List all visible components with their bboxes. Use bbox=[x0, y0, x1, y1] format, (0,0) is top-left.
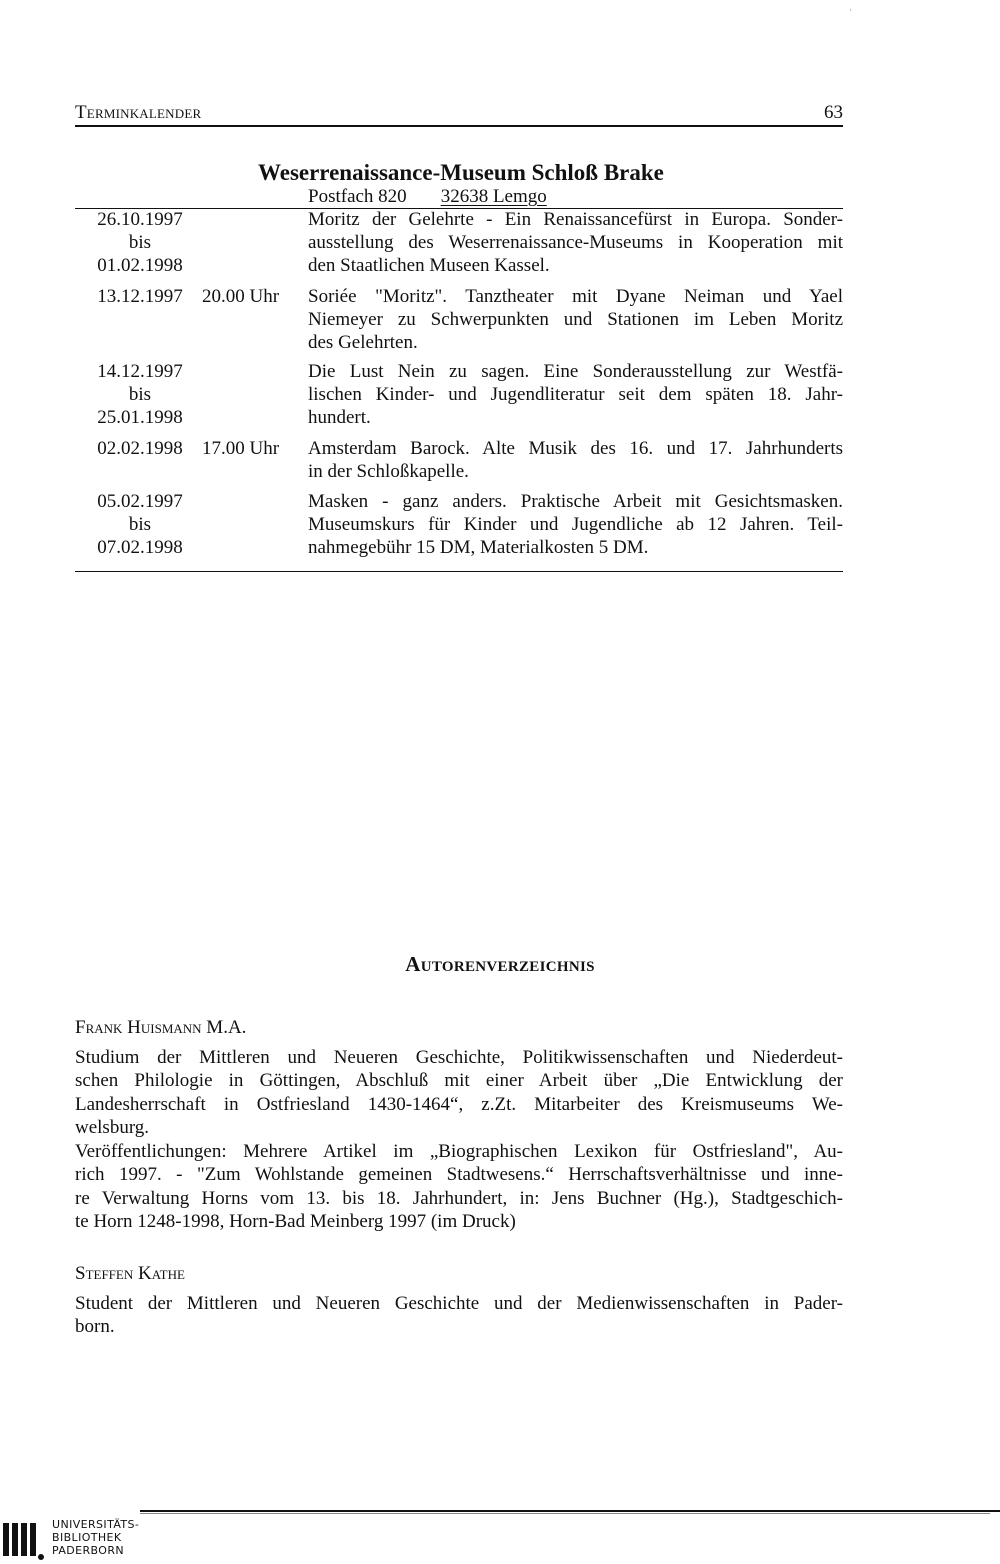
event-date-line: bis bbox=[128, 384, 152, 405]
event-date bbox=[75, 490, 205, 559]
scan-mark: · bbox=[849, 5, 852, 15]
author-entry bbox=[75, 1016, 843, 1234]
author-bio-line: Landesherrschaft in Ostfriesland 1430-1464“, z.Zt. Mitarbeiter des Kreismuseums We- bbox=[75, 1093, 843, 1115]
event-description bbox=[308, 360, 843, 429]
event-date bbox=[75, 360, 205, 429]
author-bio-line: re Verwaltung Horns vom 13. bis 18. Jahrhundert, in: Jens Buchner (Hg.), Stadtgeschich- bbox=[75, 1187, 843, 1209]
event-date-line: 01.02.1998 bbox=[97, 255, 183, 276]
library-logo-bars-icon bbox=[3, 1523, 39, 1556]
event-date-line: 02.02.1998 bbox=[97, 438, 183, 459]
event-date-line: 25.01.1998 bbox=[97, 407, 183, 428]
author-bio-line: rich 1997. - "Zum Wohlstande gemeinen Stadtwesens.“ Herrschaftsverhältnisse und inne- bbox=[75, 1164, 843, 1185]
footer-rule bbox=[140, 1510, 1000, 1512]
museum-plz-ort: 32638 Lemgo bbox=[440, 186, 547, 207]
museum-address bbox=[308, 186, 547, 208]
running-header bbox=[75, 102, 843, 124]
library-logo-line: UNIVERSITÄTS- bbox=[52, 1518, 140, 1531]
event-date-line: 13.12.1997 bbox=[97, 286, 183, 307]
event-date-line: bis bbox=[128, 514, 152, 535]
author-entry bbox=[75, 1262, 843, 1339]
library-logo-dot-icon bbox=[38, 1554, 44, 1560]
event-description bbox=[308, 490, 843, 559]
page-number: 63 bbox=[824, 102, 843, 123]
author-bio-line: welsburg. bbox=[75, 1117, 150, 1138]
author-bio-line: schen Philologie in Göttingen, Abschluß mit einer Arbeit über „Die Entwicklung der bbox=[75, 1070, 843, 1091]
library-logo-line: BIBLIOTHEK bbox=[52, 1531, 122, 1544]
event-time: 17.00 Uhr bbox=[202, 438, 280, 459]
event-desc-line: den Staatlichen Museen Kassel. bbox=[308, 255, 550, 276]
museum-postfach: Postfach 820 bbox=[308, 186, 407, 207]
library-logo bbox=[0, 1515, 140, 1564]
event-description bbox=[308, 437, 843, 483]
author-name: Frank Huismann M.A. bbox=[75, 1017, 247, 1038]
section-heading: Autorenverzeichnis bbox=[405, 952, 595, 976]
footer-rule-thin bbox=[140, 1513, 990, 1514]
event-desc-line: Museumskurs für Kinder und Jugendliche ab 12 Jahren. Teil- bbox=[308, 514, 843, 535]
event-date-line: 26.10.1997 bbox=[97, 209, 183, 230]
library-logo-text bbox=[52, 1518, 139, 1557]
author-bio-line: te Horn 1248-1998, Horn-Bad Meinberg 1997 (im Druck) bbox=[75, 1211, 516, 1232]
event-date-line: 14.12.1997 bbox=[97, 361, 183, 382]
event-description bbox=[308, 208, 843, 277]
event-date bbox=[75, 208, 205, 277]
event-time: 20.00 Uhr bbox=[202, 286, 280, 307]
event-description bbox=[308, 285, 843, 354]
author-bio-line: Veröffentlichungen: Mehrere Artikel im „Biographischen Lexikon für Ostfriesland", Au- bbox=[75, 1140, 843, 1162]
running-header-title: Terminkalender bbox=[75, 102, 202, 123]
event-desc-line: Soriée "Moritz". Tanztheater mit Dyane Neiman und Yael bbox=[308, 286, 843, 307]
event-desc-line: in der Schloßkapelle. bbox=[308, 461, 469, 482]
event-desc-line: Moritz der Gelehrte - Ein Renaissancefürst in Europa. Sonder- bbox=[308, 209, 843, 230]
event-date bbox=[75, 285, 205, 308]
event-date-line: bis bbox=[128, 232, 152, 253]
author-bio-line: Student der Mittleren und Neueren Geschichte und der Medienwissenschaften in Pader- bbox=[75, 1292, 843, 1314]
event-table-bottom-rule bbox=[75, 571, 843, 572]
header-rule bbox=[75, 125, 843, 127]
author-name: Steffen Kathe bbox=[75, 1263, 185, 1284]
event-desc-line: lischen Kinder- und Jugendliteratur seit dem späten 18. Jahr- bbox=[308, 384, 843, 405]
author-bio-line: Studium der Mittleren und Neueren Geschichte, Politikwissenschaften und Niederdeut- bbox=[75, 1046, 843, 1068]
event-desc-line: Niemeyer zu Schwerpunkten und Stationen im Leben Moritz bbox=[308, 309, 843, 330]
event-desc-line: des Gelehrten. bbox=[308, 332, 418, 353]
event-desc-line: Die Lust Nein zu sagen. Eine Sonderausstellung zur Westfä- bbox=[308, 361, 843, 382]
author-bio-line: born. bbox=[75, 1316, 115, 1337]
event-date-line: 07.02.1998 bbox=[97, 537, 183, 558]
event-desc-line: nahmegebühr 15 DM, Materialkosten 5 DM. bbox=[308, 537, 649, 558]
event-date bbox=[75, 437, 205, 460]
museum-title: Weserrenaissance-Museum Schloß Brake bbox=[258, 160, 664, 185]
event-date-line: 05.02.1997 bbox=[97, 491, 183, 512]
event-desc-line: hundert. bbox=[308, 407, 371, 428]
event-desc-line: Amsterdam Barock. Alte Musik des 16. und 17. Jahrhunderts bbox=[308, 438, 843, 459]
event-desc-line: ausstellung des Weserrenaissance-Museums in Kooperation mit bbox=[308, 232, 843, 253]
library-logo-line: PADERBORN bbox=[52, 1544, 125, 1557]
event-desc-line: Masken - ganz anders. Praktische Arbeit mit Gesichtsmasken. bbox=[308, 491, 843, 512]
